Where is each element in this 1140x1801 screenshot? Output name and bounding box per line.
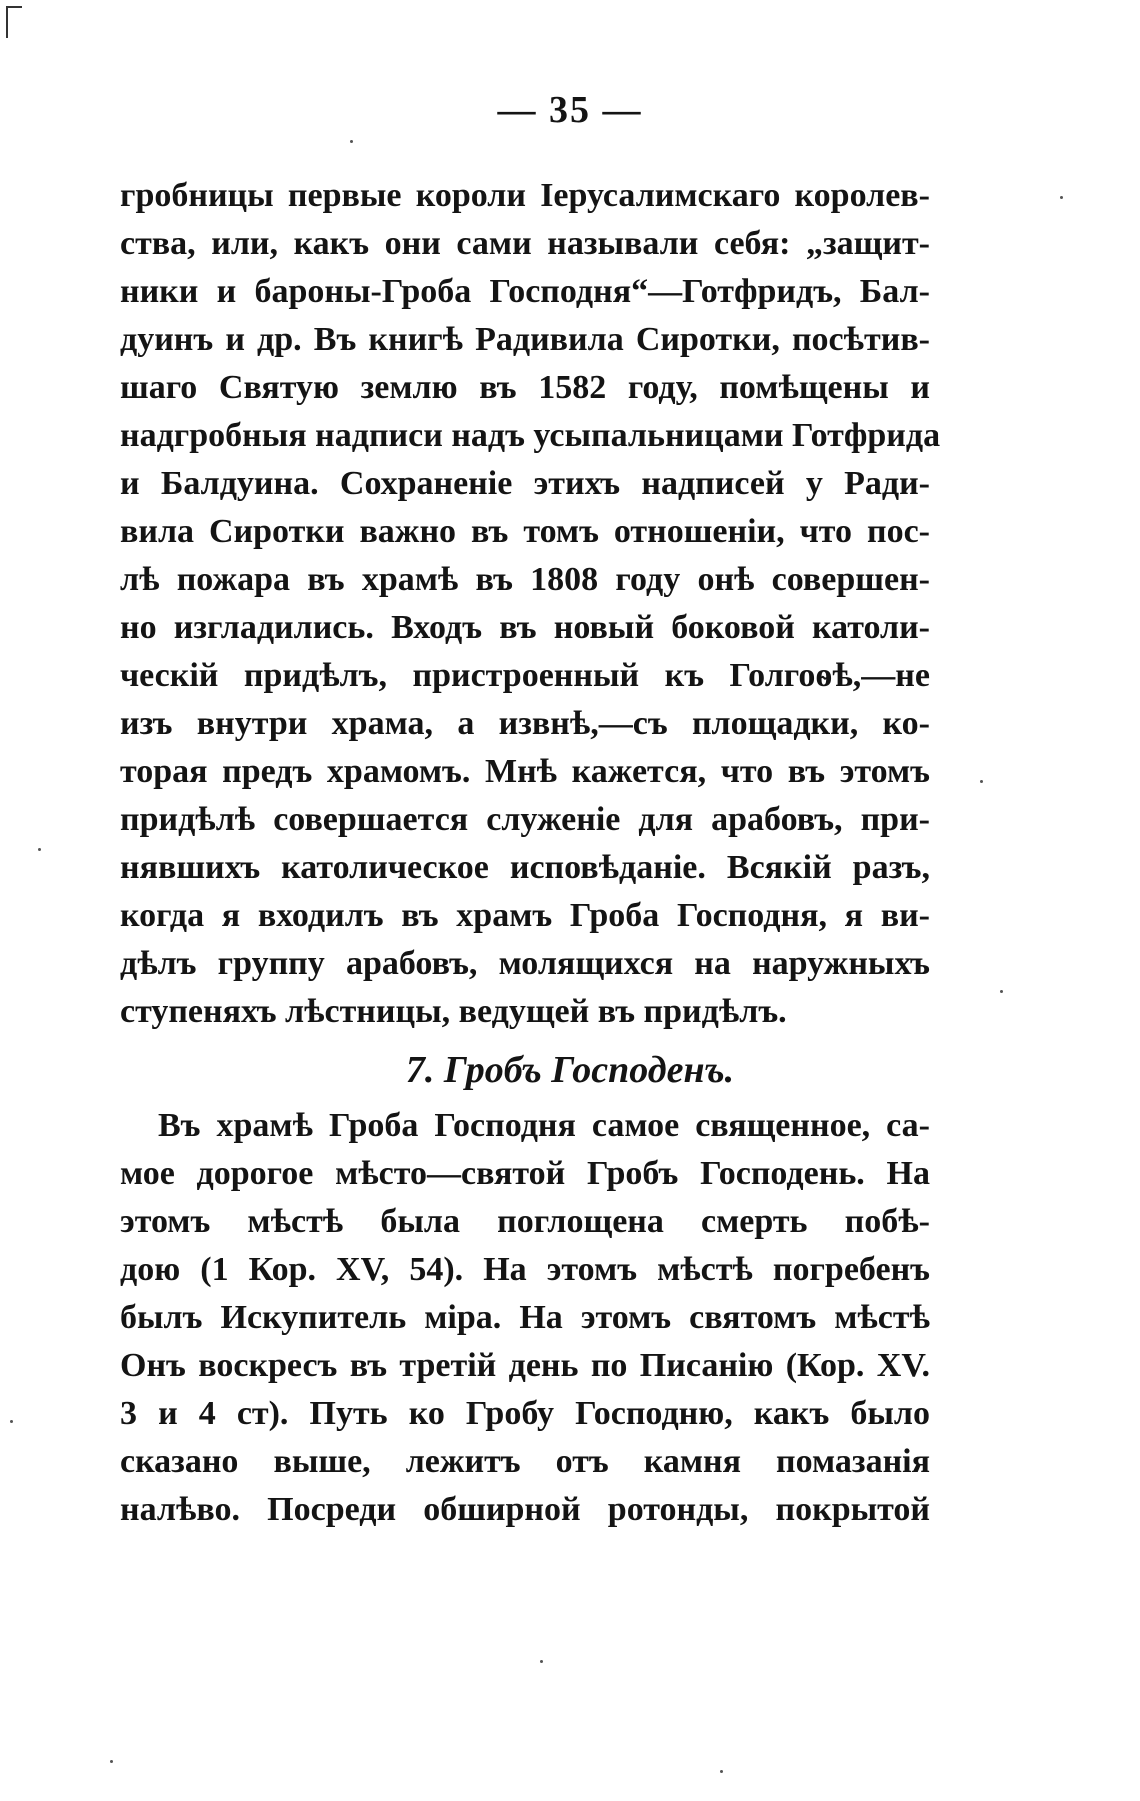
text-line: былъ Искупитель міра. На этомъ святомъ мѣстѣ	[120, 1299, 930, 1336]
text-line: мое дорогое мѣсто—святой Гробъ Господень. На	[120, 1155, 930, 1192]
text-line: налѣво. Посреди обширной ротонды, покрытой	[120, 1491, 930, 1528]
text-line: ства, или, какъ они сами называли себя: „защит-	[120, 225, 930, 262]
text-line: когда я входилъ въ храмъ Гроба Господня, я ви-	[120, 897, 930, 934]
text-line: изъ внутри храма, а извнѣ,—съ площадки, ко-	[120, 705, 930, 742]
text-line: нявшихъ католическое исповѣданіе. Всякій разъ,	[120, 849, 930, 886]
text-line: придѣлѣ совершается служеніе для арабовъ, при-	[120, 801, 930, 838]
text-line: шаго Святую землю въ 1582 году, помѣщены и	[120, 369, 930, 406]
text-line: 3 и 4 ст). Путь ко Гробу Господню, какъ было	[120, 1395, 930, 1432]
text-line: лѣ пожара въ храмѣ въ 1808 году онѣ совершен-	[120, 561, 930, 598]
paragraph-tomb-of-kings	[120, 172, 941, 1036]
text-line: этомъ мѣстѣ была поглощена смерть побѣ-	[120, 1203, 930, 1240]
text-line: ческій придѣлъ, пристроенный къ Голгоѳѣ,—не	[120, 657, 930, 694]
page-number: — 35 —	[497, 89, 643, 131]
text-line: ступеняхъ лѣстницы, ведущей въ придѣлъ.	[120, 993, 787, 1030]
corner-crop-mark	[6, 6, 22, 38]
text-line: Онъ воскресъ въ третій день по Писанію (Кор. XV.	[120, 1347, 930, 1384]
text-line: и Балдуина. Сохраненіе этихъ надписей у Ради-	[120, 465, 930, 502]
text-line: ники и бароны-Гроба Господня“—Готфридъ, Бал-	[120, 273, 930, 310]
text-line: дѣлъ группу арабовъ, молящихся на наружныхъ	[120, 945, 930, 982]
text-line: гробницы первые короли Іерусалимскаго королев-	[120, 177, 930, 214]
section-heading: 7. Гробъ Господенъ.	[405, 1049, 735, 1091]
text-line: надгробныя надписи надъ усыпальницами Готфрида	[120, 417, 941, 454]
text-line: дою (1 Кор. XV, 54). На этомъ мѣстѣ погребенъ	[120, 1251, 930, 1288]
paragraph-holy-sepulchre	[120, 1102, 930, 1534]
text-line: но изгладились. Входъ въ новый боковой католи-	[120, 609, 930, 646]
text-line: торая предъ храмомъ. Мнѣ кажется, что въ этомъ	[120, 753, 930, 790]
text-line: дуинъ и др. Въ книгѣ Радивила Сиротки, посѣтив-	[120, 321, 930, 358]
text-line: вила Сиротки важно въ томъ отношеніи, что пос-	[120, 513, 930, 550]
text-line: Въ храмѣ Гроба Господня самое священное, са-	[158, 1107, 930, 1144]
text-line: сказано выше, лежитъ отъ камня помазанія	[120, 1443, 930, 1480]
